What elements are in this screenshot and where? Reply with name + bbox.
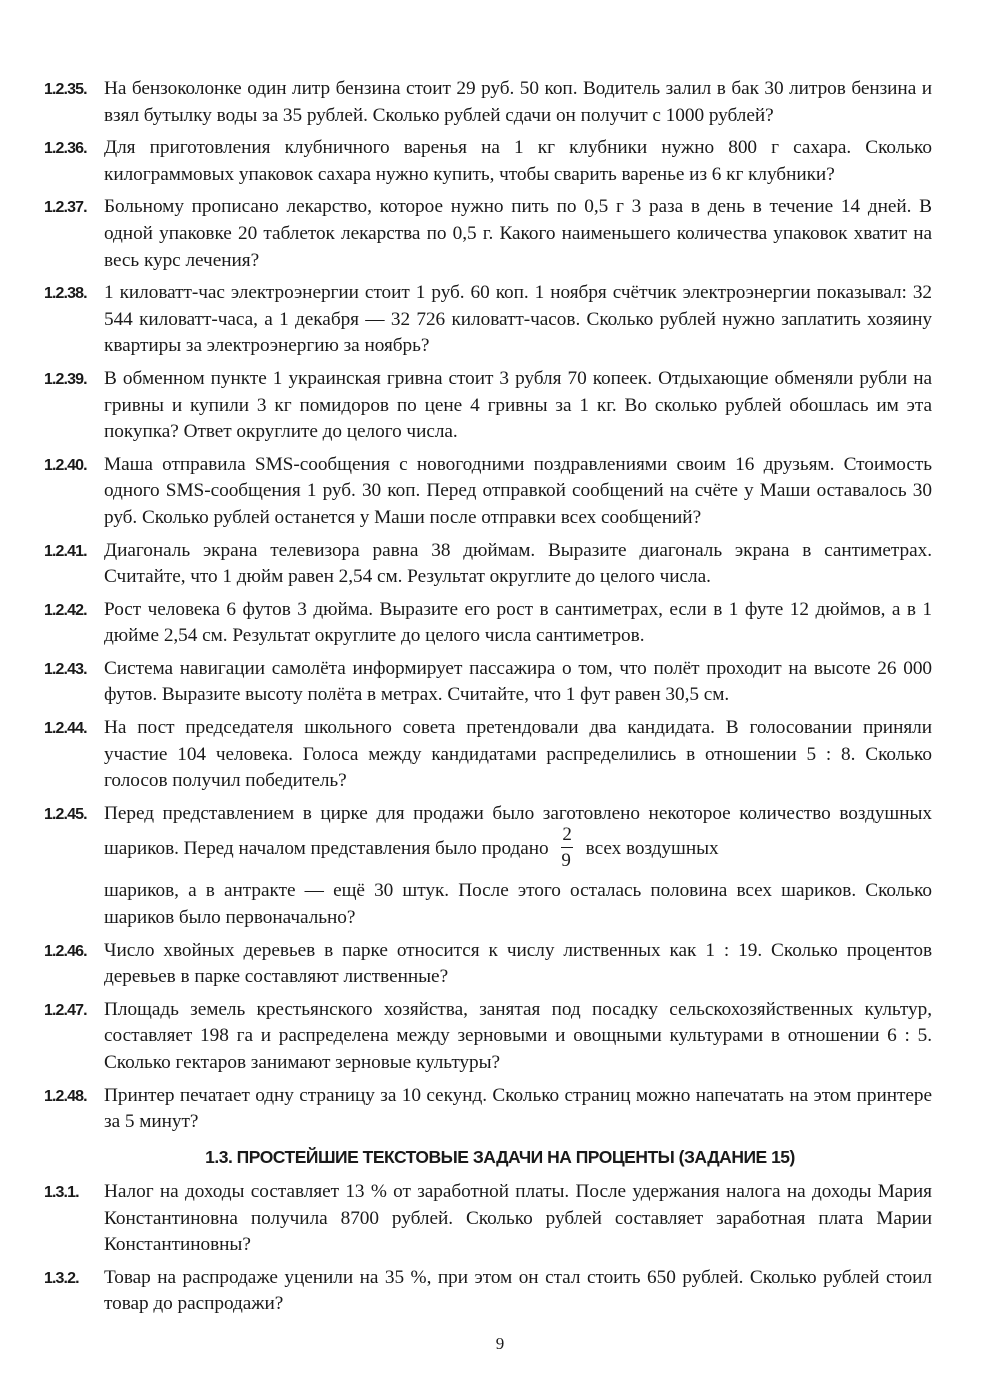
problem-text-line-2-after: всех воздушных [585, 838, 719, 860]
problem-number: 1.2.37. [44, 199, 87, 217]
problem-number: 1.2.41. [44, 542, 87, 560]
problem-list-1-3 [44, 1179, 932, 1318]
fraction-denominator: 9 [561, 850, 571, 872]
problem-text: 1 киловатт-час электроэнергии стоит 1 руб. 60 коп. 1 ноября счётчик электроэнергии показывал: 32 544 киловатт-часа, а 1 декабря — 32 726 киловатт-часов. Сколько рублей нужно заплатить хозяину квартиры за электроэнергию за ноябрь? [104, 282, 932, 357]
problem-number: 1.2.46. [44, 942, 87, 960]
problem-list-1-2 [44, 76, 932, 1136]
problem-number: 1.2.45. [44, 805, 87, 823]
problem-1-2-40 [44, 452, 932, 532]
problem-1-2-43 [44, 656, 932, 709]
problem-1-3-1 [44, 1179, 932, 1259]
problem-1-2-37 [44, 194, 932, 274]
problem-text: На пост председателя школьного совета претендовали два кандидата. В голосовании приняли участие 104 человека. Голоса между кандидатами распределились в отношении 5 : 8. Сколько голосов получил победитель? [104, 717, 932, 792]
problem-number: 1.2.40. [44, 456, 87, 474]
problem-text: Товар на распродаже уценили на 35 %, при этом он стал стоить 650 рублей. Сколько рублей стоил товар до распродажи? [104, 1266, 932, 1315]
problem-text: Диагональ экрана телевизора равна 38 дюймам. Выразите диагональ экрана в сантиметрах. Считайте, что 1 дюйм равен 2,54 см. Результат округлите до целого числа. [104, 539, 932, 588]
problem-1-2-45 [44, 801, 932, 932]
problem-1-2-42 [44, 597, 932, 650]
problem-text: Рост человека 6 футов 3 дюйма. Выразите его рост в сантиметрах, если в 1 футе 12 дюймов, а в 1 дюйме 2,54 см. Результат округлите до целого числа сантиметров. [104, 598, 932, 647]
problem-text: Принтер печатает одну страницу за 10 секунд. Сколько страниц можно напечатать на этом принтере за 5 минут? [104, 1084, 932, 1133]
problem-number: 1.2.36. [44, 140, 87, 158]
problem-text: Площадь земель крестьянского хозяйства, занятая под посадку сельскохозяйственных культур, составляет 198 га и распределена между зерновыми и овощными культурами в отношении 6 : 5. Сколько гектаров занимают зерновые культуры? [104, 998, 932, 1073]
problem-number: 1.2.35. [44, 81, 87, 98]
problem-text-line-2-before: воздушных шариков. Перед началом представления было продано [104, 802, 932, 860]
problem-number: 1.2.47. [44, 1001, 87, 1019]
problem-number: 1.2.43. [44, 660, 87, 678]
problem-number: 1.3.1. [44, 1184, 79, 1201]
problem-1-2-38 [44, 280, 932, 360]
problem-text: На бензоколонке один литр бензина стоит 29 руб. 50 коп. Водитель залил в бак 30 литров бензина и взял бутылку воды за 35 рублей. Сколько рублей сдачи он получит с 1000 рублей? [104, 78, 932, 126]
section-heading-1-3: 1.3. ПРОСТЕЙШИЕ ТЕКСТОВЫЕ ЗАДАЧИ НА ПРОЦЕНТЫ (ЗАДАНИЕ 15) [205, 1147, 795, 1167]
problem-text: Больному прописано лекарство, которое нужно пить по 0,5 г 3 раза в день в течение 14 дней. В одной упаковке 20 таблеток лекарства по 0,5 г. Какого наименьшего количества упаковок хватит на весь курс лечения? [104, 196, 932, 271]
page-number: 9 [495, 1334, 505, 1353]
problem-text-line-1: Перед представлением в цирке для продажи было заготовлено некоторое количество [104, 802, 831, 824]
fraction-numerator: 2 [561, 825, 572, 848]
problem-1-2-46 [44, 938, 932, 991]
problem-text: Маша отправила SMS-сообщения с новогодними поздравлениями своим 16 друзьям. Стоимость одного SMS-сообщения 1 руб. 30 коп. Перед отправкой сообщений на счёте у Маши оставалось 30 руб. Сколько рублей останется у Маши после отправки всех сообщений? [104, 453, 932, 528]
problem-number: 1.2.42. [44, 601, 87, 619]
problem-number: 1.2.39. [44, 370, 87, 388]
problem-1-2-41 [44, 538, 932, 591]
problem-number: 1.2.38. [44, 285, 87, 303]
problem-text: В обменном пункте 1 украинская гривна стоит 3 рубля 70 копеек. Отдыхающие обменяли рубли на гривны и купили 3 кг помидоров по цене 4 гривны за 1 кг. Во сколько рублей обошлась им эта покупка? Ответ округлите до целого числа. [104, 367, 932, 443]
problem-text: Налог на доходы составляет 13 % от заработной платы. После удержания налога на доходы Мария Константиновна получила 8700 рублей. Сколько рублей составляет заработная плата Марии Константиновны? [104, 1181, 932, 1256]
problem-1-2-44 [44, 715, 932, 795]
problem-1-2-35 [44, 76, 932, 129]
problem-text: Число хвойных деревьев в парке относится к числу лиственных как 1 : 19. Сколько процентов деревьев в парке составляют лиственные? [104, 939, 932, 988]
problem-text [104, 801, 932, 932]
problem-number: 1.3.2. [44, 1269, 79, 1287]
problem-1-2-39 [44, 366, 932, 446]
problem-text: Для приготовления клубничного варенья на 1 кг клубники нужно 800 г сахара. Сколько килограммовых упаковок сахара нужно купить, чтобы сварить варенье из 6 кг клубники? [104, 137, 932, 185]
problem-number: 1.2.44. [44, 720, 87, 738]
fraction-two-ninths [561, 825, 572, 870]
problem-1-2-48 [44, 1083, 932, 1136]
problem-1-2-36 [44, 135, 932, 188]
problem-1-3-2 [44, 1265, 932, 1318]
problem-text-rest: шариков, а в антракте — ещё 30 штук. После этого осталась половина всех шариков. Сколько шариков было первоначально? [104, 880, 932, 929]
problem-text: Система навигации самолёта информирует пассажира о том, что полёт проходит на высоте 26 000 футов. Выразите высоту полёта в метрах. Считайте, что 1 фут равен 30,5 см. [104, 657, 932, 706]
problem-1-2-47 [44, 997, 932, 1077]
problem-number: 1.2.48. [44, 1087, 87, 1105]
